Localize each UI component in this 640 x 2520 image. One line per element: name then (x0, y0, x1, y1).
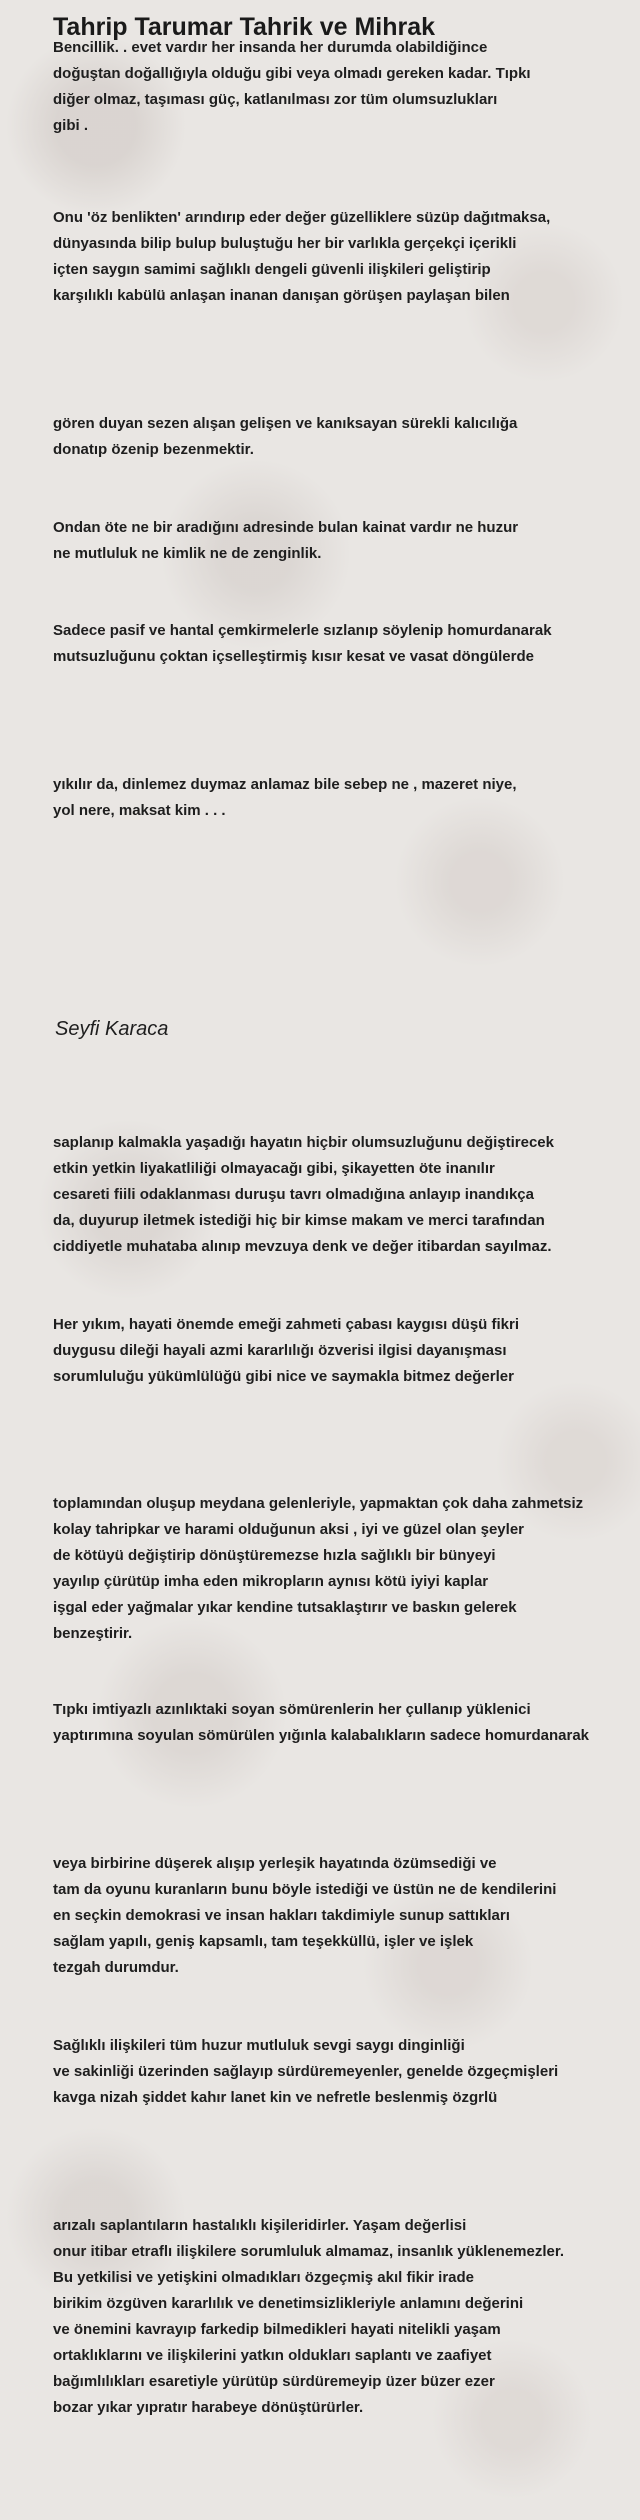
paragraph-11: veya birbirine düşerek alışıp yerleşik hayatında özümsediği ve tam da oyunu kuranların bunu böyle istediği ve üstün ne de kendilerini en seçkin demokrasi ve insan hakları takdimiyle sunup sattıkları sağlam yapılı, geniş kapsamlı, tam teşekküllü, işler ve işlek tezgah durumdur. (53, 1855, 557, 1976)
paragraph-13: arızalı saplantıların hastalıklı kişileridirler. Yaşam değerlisi onur itibar etraflı ilişkilere sorumluluk almamaz, insanlık yüklenemezler. Bu yetkilisi ve yetişkini olmadıkları özgeçmiş akıl fikir irade birikim özgüven kararlılık ve denetimsizlikleriyle anlamını değerini ve önemini kavrayıp farkedip bilmedikleri hayati nitelikli yaşam ortaklıklarını ve ilişkilerini yatkın oldukları saplantı ve zaafiyet bağımlılıkları esaretiyle yürütüp sürdüremeyip üzer büzer ezer bozar yıkar yıpratır harabeye dönüştürürler. (53, 2217, 565, 2416)
page-title: Tahrip Tarumar Tahrik ve Mihrak (53, 13, 436, 41)
author-name: Seyfi Karaca (55, 1018, 169, 1040)
paragraph-12: Sağlıklı ilişkileri tüm huzur mutluluk sevgi saygı dinginliği ve sakinliği üzerinden sağlayıp sürdüremeyenler, genelde özgeçmişleri kavga nizah şiddet kahır lanet kin ve nefretle beslenmiş özgrlü (53, 2037, 559, 2106)
paragraph-9: toplamından oluşup meydana gelenleriyle, yapmaktan çok daha zahmetsiz kolay tahripkar ve harami olduğunun aksi , iyi ve güzel olan şeyler de kötüyü değiştirip dönüştüremezse hızla sağlıklı bir bünyeyi yayılıp çürütüp imha eden mikropların aynısı kötü iyiyi kaplar işgal eder yağmalar yıkar kendine tutsaklaştırır ve baskın gelerek benzeştirir. (53, 1495, 584, 1642)
paragraph-3: gören duyan sezen alışan gelişen ve kanıksayan sürekli kalıcılığa donatıp özenip bezenmektir. (53, 415, 518, 458)
paragraph-8: Her yıkım, hayati önemde emeği zahmeti çabası kaygısı düşü fikri duygusu dileği hayali azmi kararlılığı özverisi ilgisi dayanışması sorumluluğu yükümlülüğü gibi nice ve saymakla bitmez değerler (53, 1316, 520, 1385)
paragraph-1: Bencillik. . evet vardır her insanda her durumda olabildiğince doğuştan doğallığıyla olduğu gibi veya olmadı gereken kadar. Tıpkı diğer olmaz, taşıması güç, katlanılması zor tüm olumsuzlukları gibi . (53, 39, 531, 134)
paragraph-6: yıkılır da, dinlemez duymaz anlamaz bile sebep ne , mazeret niye, yol nere, maksat kim . . . (53, 776, 517, 819)
paragraph-5: Sadece pasif ve hantal çemkirmelerle sızlanıp söylenip homurdanarak mutsuzluğunu çoktan içselleştirmiş kısır kesat ve vasat döngülerde (53, 622, 552, 665)
paragraph-7: saplanıp kalmakla yaşadığı hayatın hiçbir olumsuzluğunu değiştirecek etkin yetkin liyakatliliği olmayacağı gibi, şikayetten öte inanılır cesareti fiili odaklanması duruşu tavrı olmadığına anlayıp inandıkça da, duyurup iletmek istediği hiç bir kimse makam ve merci tarafından ciddiyetle muhataba alınıp mevzuya denk ve değer itibardan sayılmaz. (53, 1134, 554, 1255)
paragraph-10: Tıpkı imtiyazlı azınlıktaki soyan sömürenlerin her çullanıp yüklenici yaptırımına soyulan sömürülen yığınla kalabalıkların sadece homurdanarak (53, 1701, 590, 1744)
paragraph-4: Ondan öte ne bir aradığını adresinde bulan kainat vardır ne huzur ne mutluluk ne kimlik ne de zenginlik. (53, 519, 519, 562)
paragraph-2: Onu 'öz benlikten' arındırıp eder değer güzelliklere süzüp dağıtmaksa, dünyasında bilip bulup buluştuğu her bir varlıkla gerçekçi içerikli içten saygın samimi sağlıklı dengeli güvenli ilişkileri geliştirip karşılıklı kabülü anlaşan inanan danışan görüşen paylaşan bilen (53, 209, 551, 304)
